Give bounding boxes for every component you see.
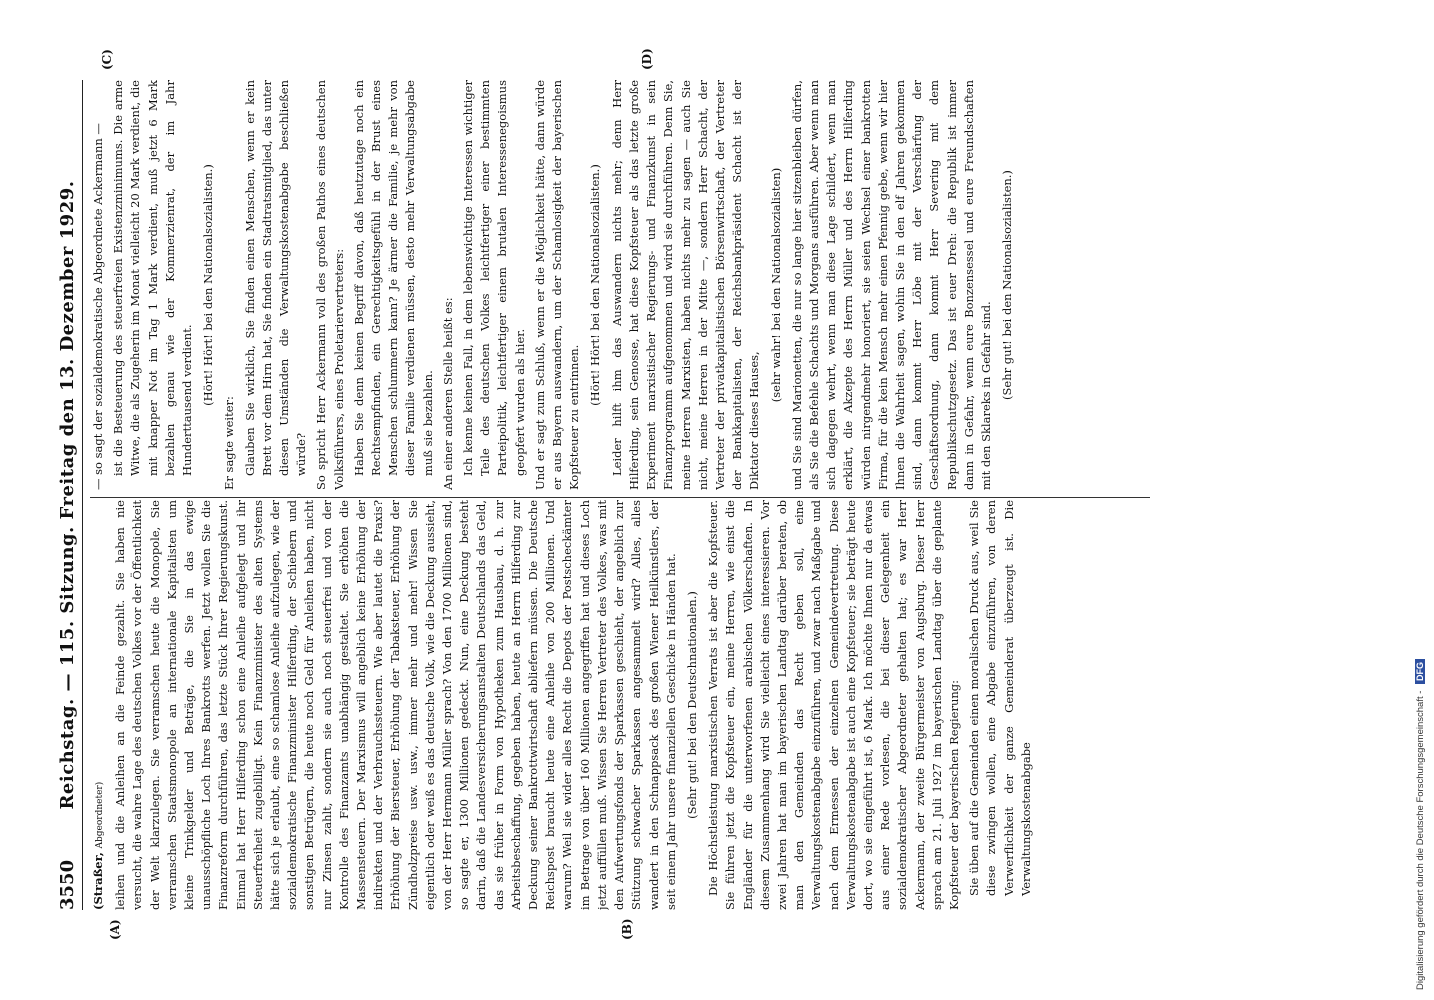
speaker-role: Abgeordneter) [95, 781, 105, 849]
margin-marker-c: (C) [100, 49, 114, 70]
quotation: ist die Besteuerung des steuerfreien Existenzminimums. Die arme Witwe, die als Zugeherin im Monat vielleicht 20 Mark verdient, die mit knapper Not im Tag 1 Mark verdient, muß jetzt 6 Mark bezahlen genau wie der Kommerzienrat, der im Jahr Hunderttausend verdient. [111, 80, 195, 476]
quotation: Ich kenne keinen Fall, in dem lebenswichtige Interessen wichtiger Teile des deutschen Volkes leichtfertiger einer bestimmten Parteipolitik, leichtfertiger einem brutalen Interessenegoismus geopfert wurden als hier. [461, 80, 527, 476]
interjection: (Hört! Hört! bei den Nationalsozialisten.) [588, 164, 603, 406]
paragraph: Leider hilft ihm das Auswandern nichts mehr; denn Herr Hilferding, sein Genosse, hat diese Kopfsteuer als das letzte große Experiment marxistischer Regierungs- und Finanzkunst in sein Finanzprogramm aufgenommen und wird sie durchführen. Denn Sie, meine Herren Marxisten, haben nichts mehr zu sagen — auch Sie nicht, meine Herren in der Mitte —, sondern Herr Schacht, der Vertreter der privatkapitalistischen Börsenwirtschaft, der Vertreter der Bankkapitalisten, der Reichsbankpräsident Schacht ist der Diktator dieses Hauses, [609, 80, 762, 490]
quotation: Glauben Sie wirklich, Sie finden einen Menschen, wenn er kein Brett vor dem Hirn hat, Sie finden ein Stadtratsmitglied, das unter diesen Umständen die Verwaltungskostenabgabe beschließen würde? [242, 80, 309, 476]
speaker-name: (Straßer, [91, 852, 105, 910]
left-column [90, 500, 1150, 910]
dfg-logo: DFG [1415, 659, 1425, 684]
paragraph: An einer anderen Stelle heißt es: [440, 297, 455, 490]
digitization-credit [1415, 0, 1426, 1000]
margin-marker-b: (B) [620, 918, 634, 940]
paragraph: Die Höchstleistung marxistischen Verrats ist aber die Kopfsteuer. Sie führen jetzt die Kopfsteuer ein, meine Herren, wie einst die Engländer für die unterworfenen arabischen Völkerschaften. In diesem Zusammenhang wird Sie vielleicht eines interessieren. Vor zwei Jahren hat man im bayerischen Landtag darüber beraten, ob man den Gemeinden das Recht geben soll, eine Verwaltungskostenabgabe einzuführen, und zwar nach Maßgabe und nach dem Ermessen der einzelnen Gemeindevertretung. Diese Verwaltungskostenabgabe ist auch eine Kopfsteuer; sie beträgt heute dort, wo sie eingeführt ist, 6 Mark. Ich möchte Ihnen nur da etwas aus einer Rede vorlesen, die bei dieser Gelegenheit ein sozialdemokratischer Abgeordneter gehalten hat; es war Herr Ackermann, der zweite Bürgermeister von Augsburg. Dieser Herr sprach am 21. Juli 1927 im bayerischen Landtag über die geplante Kopfsteuer der bayerischen Regierung: [706, 500, 961, 910]
speaker-line [90, 500, 109, 910]
paragraph: leihen und die Anleihen an die Feinde gezahlt. Sie haben nie versucht, die wahre Lage des deutschen Volkes vor der Öffentlichkeit der Welt klarzulegen. Sie verramschen heute die Monopole, Sie verramschen Staatsmonopole an internationale Kapitalisten um kleine Trinkgelder und Beträge, die Sie in das ewige unausschöpfliche Loch Ihres Bankrotts werfen. Jetzt wollen Sie die Finanzreform durchführen, das letzte Stück Ihrer Regierungskunst. Einmal hat Herr Hilferding schon eine Anleihe aufgelegt und ihr Steuerfreiheit zugebilligt. Kein Finanzminister des alten Systems hätte sich je erlaubt, eine so schamlose Anleihe aufzulegen, wie der sozialdemokratische Finanzminister Hilferding, der Schiebern und sonstigen Betrügern, die heute noch Geld für Anleihen haben, nicht nur Zinsen zahlt, sondern sie auch noch steuerfrei und von der Kontrolle des Finanzamts unabhängig gestaltet. Sie erhöhen die Massensteuern. Der Marxismus will angeblich keine Erhöhung der indirekten und der Verbrauchssteuern. Wie aber lautet die Praxis? Erhöhung der Biersteuer, Erhöhung der Tabaksteuer, Erhöhung der Zündholzpreise usw. usw., immer mehr und mehr! Wissen Sie eigentlich oder weiß es das deutsche Volk, wie die Deckung aussieht, von der Herr Hermann Müller sprach? Von den 1700 Millionen sind, so sagte er, 1300 Millionen gedeckt. Nun, eine Deckung besteht darin, daß die Landesversicherungsanstalten Deutschlands das Geld, das sie früher in Form von Hypotheken zum Hausbau, d. h. zur Arbeitsbeschaffung, gegeben haben, heute an Herrn Hilferding zur Deckung seiner Bankrottwirtschaft abliefern müssen. Die Deutsche Reichspost braucht heute eine Anleihe von 200 Millionen. Und warum? Weil sie wider alles Recht die Depots der Postscheckämter im Betrage von über 160 Millionen angegriffen hat und dieses Loch jetzt auffüllen muß. Wissen Sie Herren Vertreter des Volkes, was mit den Aufwertungsfonds der Sparkassen geschieht, der angeblich zur Stützung schwacher Sparkassen angesammelt wird? Alles, alles wandert in den Schnappsack des großen Wiener Heilkünstlers, der seit einem Jahr unsere finanziellen Geschicke in Händen hat. [113, 500, 678, 910]
right-column [90, 80, 1150, 490]
paragraph: Und er sagt zum Schluß, wenn er die Möglichkeit hätte, dann würde er aus Bayern auswandern, um der Schamlosigkeit der bayerischen Kopfsteuer zu entrinnen. [532, 80, 582, 490]
interjection: (sehr wahr! bei den Nationalsozialisten) [768, 167, 783, 403]
page-title: Reichstag. — 115. Sitzung. Freitag den 13. Dezember 1929. [57, 180, 78, 810]
margin-marker-d: (D) [640, 48, 654, 70]
column-divider [90, 497, 1150, 498]
interjection: (Sehr gut! bei den Deutschnationalen.) [684, 591, 699, 819]
quotation: Sie üben auf die Gemeinden einen moralischen Druck aus, weil Sie diese zwingen wollen, eine Abgabe einzuführen, von deren Verwerflichkeit der ganze Gemeinderat überzeugt ist. Die Verwaltungskostenabgabe [967, 500, 1033, 896]
quotation: Haben Sie denn keinen Begriff davon, daß heutzutage noch ein Rechtsempfinden, ein Gerechtigkeitsgefühl in der Brust eines Menschen schlummern kann? Je ärmer die Familie, je mehr von dieser Familie verdienen müssen, desto mehr Verwaltungsabgabe muß sie bezahlen. [351, 80, 435, 476]
paragraph: — so sagt der sozialdemokratische Abgeordnete Ackermann — [91, 123, 105, 490]
paragraph: So spricht Herr Ackermann voll des großen Pathos eines deutschen Volksführers, eines Proletariervertreters: [314, 80, 346, 490]
credit-text: Digitalisierung gefördert durch die Deutsche Forschungsgemeinschaft - [1415, 690, 1426, 990]
running-head [48, 80, 83, 910]
page-number: 3550 [57, 859, 78, 910]
margin-marker-a: (A) [108, 919, 122, 940]
interjection: (Sehr gut! bei den Nationalsozialisten.) [1000, 170, 1015, 400]
paragraph: und Sie sind Marionetten, die nur so lange hier sitzenbleiben dürfen, als Sie die Befehle Schachts und Morgans ausführen. Aber wenn man sich dagegen wehrt, wenn man diese Lage schildert, wenn man erklärt, die Akzepte des Herrn Müller und des Herrn Hilferding würden nirgendmehr honoriert, sie seien Wechsel einer bankrotten Firma, für die kein Mensch mehr einen Pfennig gebe, wenn wir hier Ihnen die Wahrheit sagen, wohin Sie in den elf Jahren gekommen sind, dann kommt Herr Löbe mit der Verschärfung der Geschäftsordnung, dann kommt Herr Severing mit dem Republikschutzgesetz. Das ist euer Dreh: die Republik ist immer dann in Gefahr, wenn eure Bonzensessel und eure Freundschaften mit den Sklareks in Gefahr sind. [789, 80, 993, 490]
interjection: (Hört! Hört! bei den Nationalsozialisten.) [201, 164, 216, 406]
paragraph: Er sagte weiter: [222, 396, 237, 490]
